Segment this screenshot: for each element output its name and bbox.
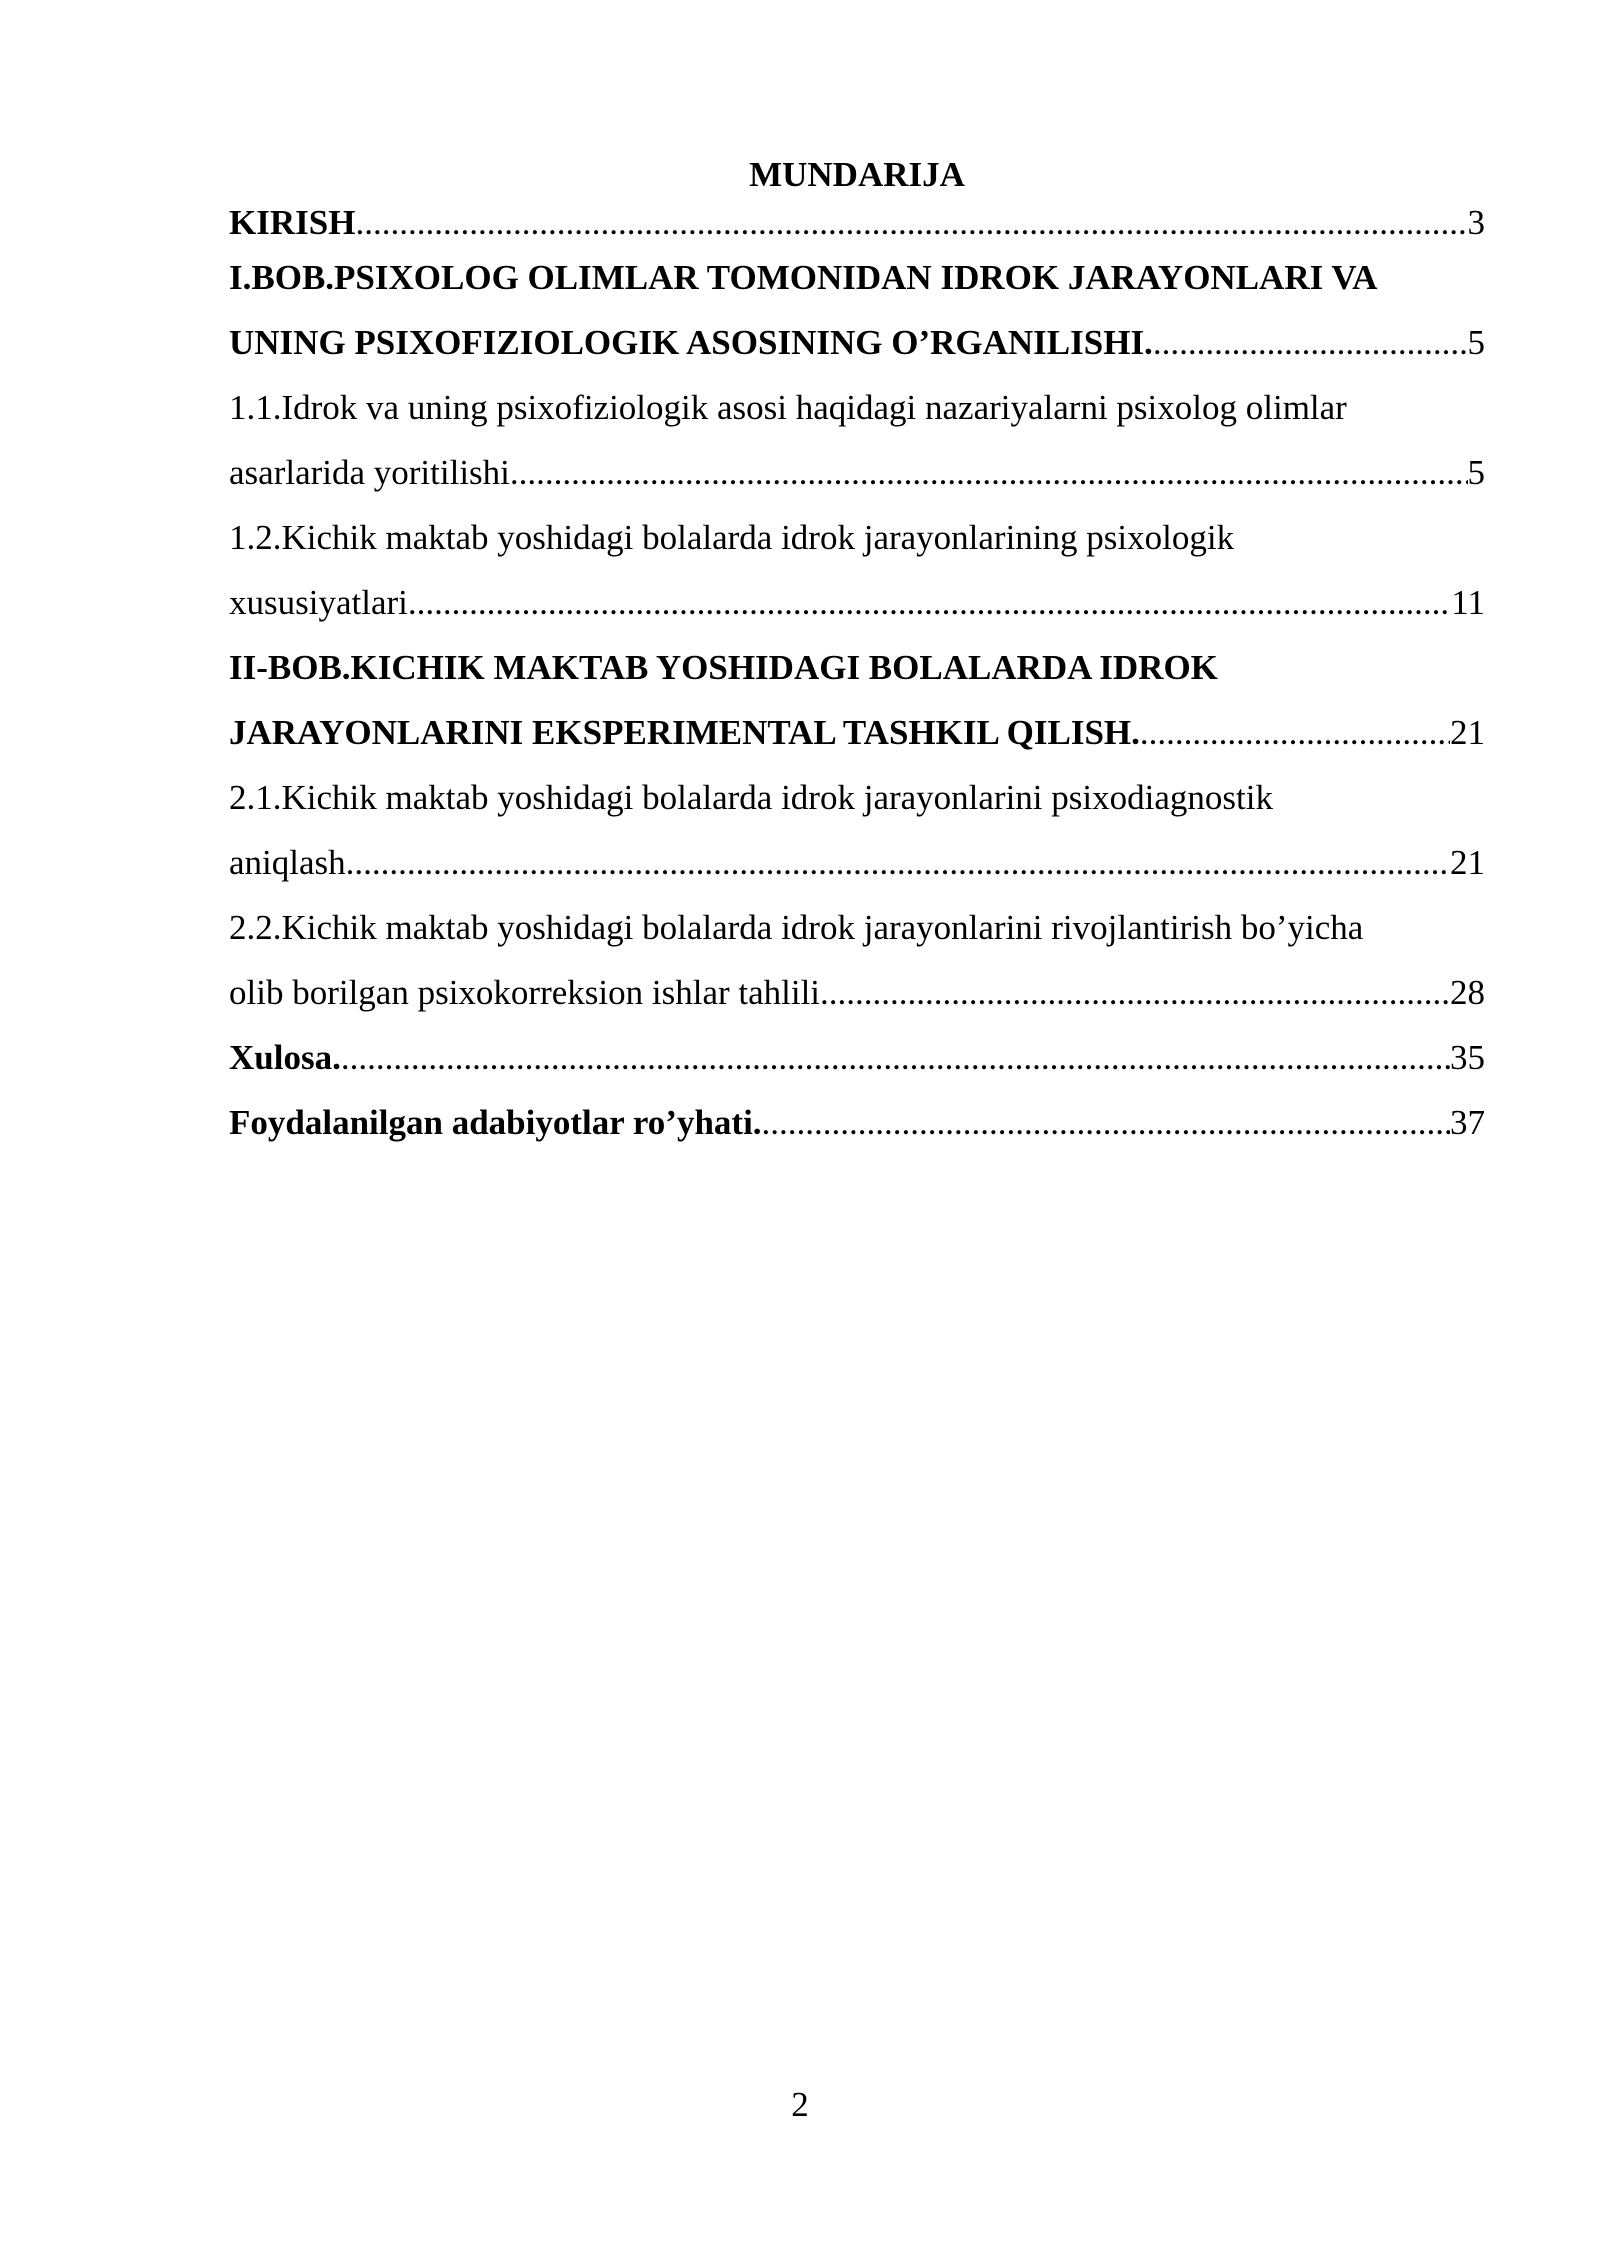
toc-entry-chapter-2-line-1[interactable] [229, 635, 1485, 700]
toc-entry-page: 21 [1450, 713, 1485, 752]
toc-entry-label: aniqlash [229, 843, 346, 882]
toc-title: MUNDARIJA [749, 155, 965, 194]
toc-entry-label: 1.2.Kichik maktab yoshidagi bolalarda idrok jarayonlarining psixologik [229, 518, 1235, 557]
toc-entry-label: 2.1.Kichik maktab yoshidagi bolalarda idrok jarayonlarini psixodiagnostik [229, 778, 1273, 817]
toc-leader-dots [820, 960, 1450, 1025]
toc-entry-section-1-2-line-1[interactable] [229, 505, 1485, 570]
toc-entry-section-1-2-line-2[interactable] [229, 570, 1485, 635]
toc-entry-label: 2.2.Kichik maktab yoshidagi bolalarda idrok jarayonlarini rivojlantirish bo’yicha [229, 908, 1364, 947]
toc-entry-section-2-1-line-1[interactable] [229, 765, 1485, 830]
table-of-contents [229, 150, 1485, 1155]
toc-entry-page: 21 [1450, 843, 1485, 882]
toc-entry-page: 35 [1450, 1038, 1485, 1077]
toc-entry-section-1-1-line-2[interactable] [229, 440, 1485, 505]
toc-entry-page: 5 [1467, 323, 1485, 362]
toc-entry-label: asarlarida yoritilishi [229, 453, 510, 492]
toc-entry-section-1-1-line-1[interactable] [229, 375, 1485, 440]
toc-entry-label: II-BOB.KICHIK MAKTAB YOSHIDAGI BOLALARDA IDROK [229, 648, 1218, 687]
toc-entry-label: Foydalanilgan adabiyotlar ro’yhati. [229, 1103, 762, 1142]
toc-entry-page: 37 [1450, 1103, 1485, 1142]
toc-entry-chapter-1-line-1[interactable] [229, 245, 1485, 310]
toc-leader-dots [1140, 700, 1450, 765]
toc-entry-page: 11 [1451, 583, 1485, 622]
toc-leader-dots [355, 200, 1467, 245]
toc-entry-bibliography[interactable] [229, 1090, 1485, 1155]
toc-entry-label: Xulosa. [229, 1038, 341, 1077]
toc-leader-dots [762, 1090, 1450, 1155]
toc-entry-label: UNING PSIXOFIZIOLOGIK ASOSINING O’RGANILISHI. [229, 323, 1153, 362]
toc-leader-dots [1153, 310, 1468, 375]
toc-entry-page: 3 [1467, 203, 1485, 242]
page-number: 2 [791, 2085, 809, 2124]
toc-entry-chapter-2-line-2[interactable] [229, 700, 1485, 765]
toc-entry-xulosa[interactable] [229, 1025, 1485, 1090]
toc-entry-label: KIRISH [229, 203, 356, 242]
toc-entry-label: xususiyatlari [229, 583, 408, 622]
toc-entry-section-2-2-line-2[interactable] [229, 960, 1485, 1025]
toc-entry-label: olib borilgan psixokorreksion ishlar tahlili [229, 973, 821, 1012]
toc-entry-kirish[interactable] [229, 200, 1485, 245]
toc-leader-dots [341, 1025, 1450, 1090]
toc-leader-dots [408, 570, 1451, 635]
toc-entry-label: JARAYONLARINI EKSPERIMENTAL TASHKIL QILISH. [229, 713, 1140, 752]
toc-leader-dots [510, 440, 1468, 505]
toc-entry-page: 28 [1450, 973, 1485, 1012]
toc-entry-chapter-1-line-2[interactable] [229, 310, 1485, 375]
toc-entry-label: I.BOB.PSIXOLOG OLIMLAR TOMONIDAN IDROK JARAYONLARI VA [229, 258, 1378, 297]
toc-entry-page: 5 [1467, 453, 1485, 492]
toc-entry-label: 1.1.Idrok va uning psixofiziologik asosi haqidagi nazariyalarni psixolog olimlar [229, 388, 1347, 427]
toc-entry-section-2-2-line-1[interactable] [229, 895, 1485, 960]
toc-leader-dots [346, 830, 1450, 895]
toc-entry-section-2-1-line-2[interactable] [229, 830, 1485, 895]
